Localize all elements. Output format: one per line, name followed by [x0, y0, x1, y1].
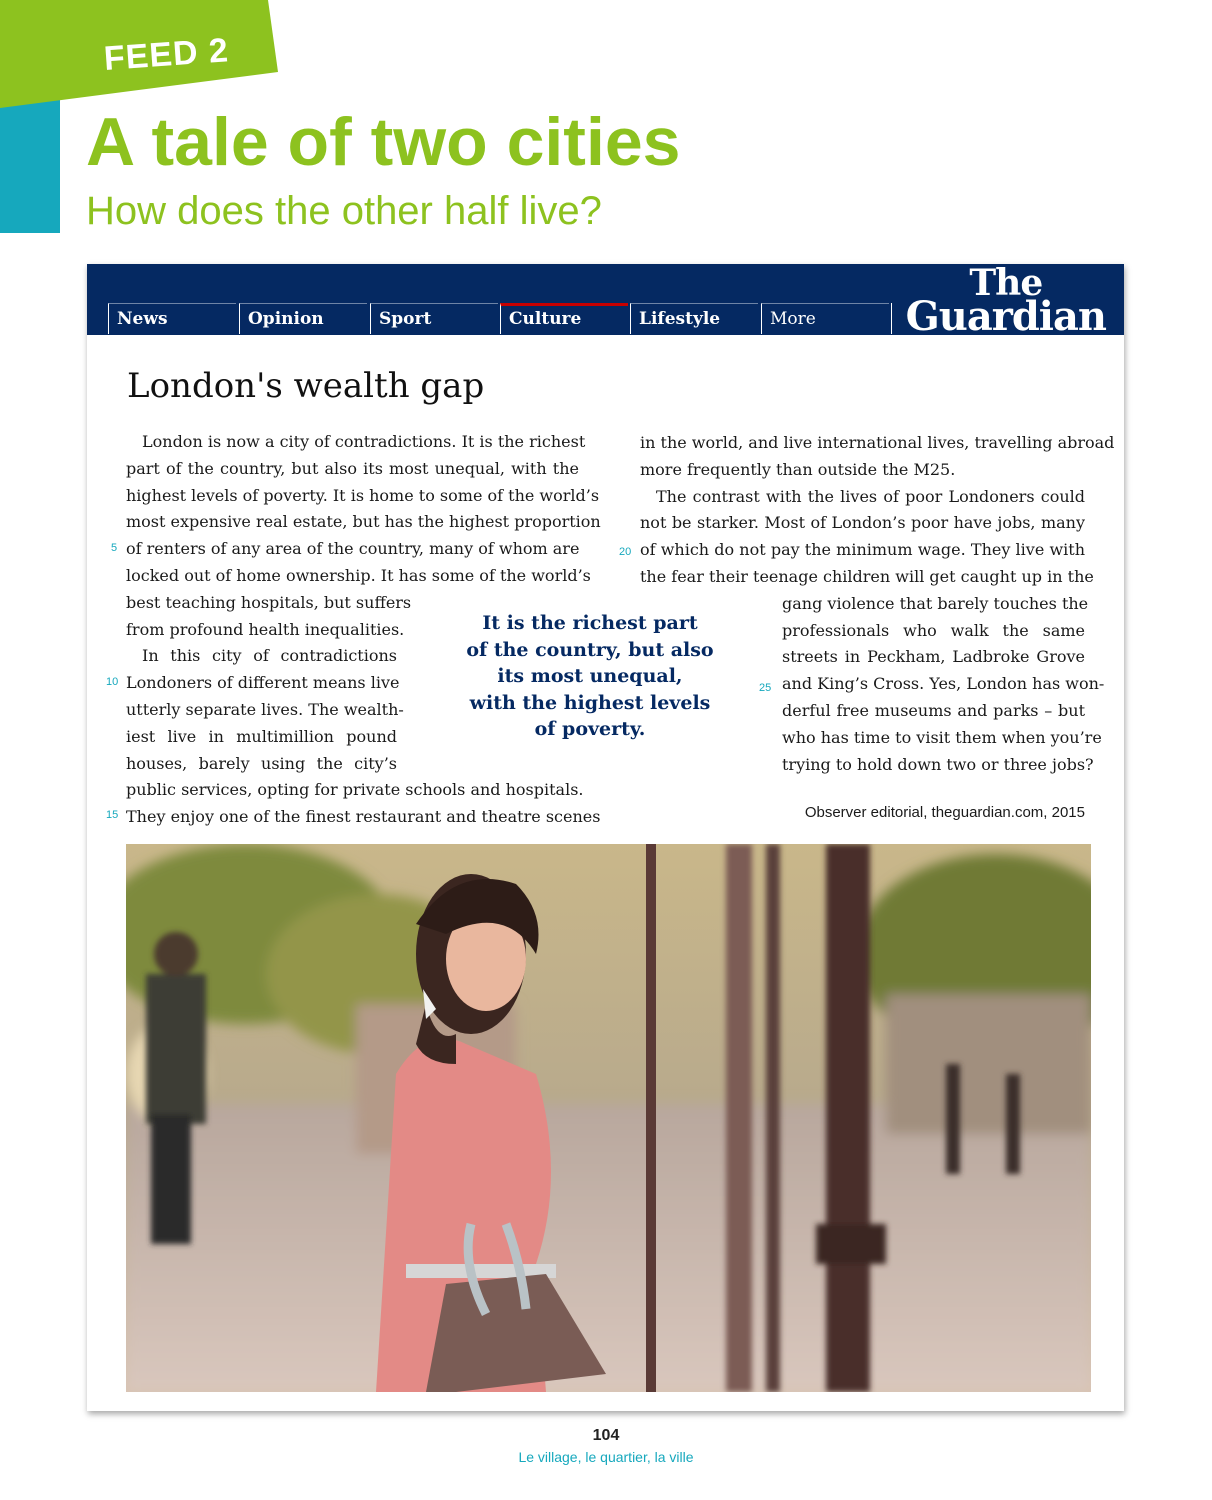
article-card	[87, 264, 1124, 1411]
logo-line-2: Guardian	[905, 293, 1106, 340]
text-line: trying to hold down two or three jobs?	[782, 754, 1094, 774]
logo-line-1: The	[969, 262, 1043, 304]
page-number: 104	[592, 1427, 620, 1444]
pull-quote-line: It is the richest part	[482, 612, 698, 634]
nav-tab-lifestyle[interactable]: Lifestyle	[630, 303, 758, 334]
nav-tab-opinion[interactable]: Opinion	[239, 303, 367, 334]
text-line: Londoners of different means live	[126, 673, 400, 693]
text-line: London is now a city of contradictions. It is the richest	[142, 432, 586, 451]
text-line: best teaching hospitals, but suffers	[126, 592, 412, 612]
text-line: the fear their teenage children will get caught up in the	[640, 566, 1094, 586]
section-title: Le village, le quartier, la ville	[518, 1449, 694, 1465]
nav-divider	[891, 303, 892, 334]
text-line: iest live in multimillion pound	[126, 726, 397, 746]
text-line: In this city of contradictions	[142, 646, 397, 666]
pull-quote	[465, 610, 715, 743]
line-number: 25	[759, 682, 772, 694]
text-line: locked out of home ownership. It has some of the world’s	[126, 565, 591, 585]
text-line: They enjoy one of the finest restaurant and theatre scenes	[126, 807, 601, 827]
text-line: most expensive real estate, but has the highest proportion	[126, 512, 601, 532]
page-subtitle: How does the other half live?	[86, 189, 602, 233]
line-number: 20	[619, 546, 632, 558]
text-line: of renters of any area of the country, many of whom are	[126, 539, 580, 559]
pull-quote-line: its most unequal,	[497, 665, 683, 687]
text-line: and King’s Cross. Yes, London has won-	[782, 674, 1105, 694]
street-photo-illustration	[126, 844, 1091, 1392]
text-line: from profound health inequalities.	[126, 619, 405, 639]
pull-quote-line: with the highest levels	[469, 691, 711, 714]
text-line: in the world, and live international lives, travelling abroad	[640, 433, 1115, 452]
line-number: 5	[111, 542, 118, 554]
nav-tab-more[interactable]: More	[761, 303, 889, 334]
pull-quote-line: of poverty.	[534, 718, 646, 740]
article-photo	[126, 844, 1091, 1392]
teal-accent-block	[0, 95, 60, 233]
text-line: not be starker. Most of London’s poor have jobs, many	[640, 513, 1085, 533]
text-line: houses, barely using the city’s	[126, 753, 397, 773]
text-line: streets in Peckham, Ladbroke Grove	[782, 647, 1085, 667]
nav-tab-culture[interactable]: Culture	[500, 303, 628, 334]
text-line: part of the country, but also its most unequal, with the	[126, 458, 579, 478]
guardian-navbar	[87, 262, 1124, 340]
article-headline: London's wealth gap	[127, 366, 485, 406]
text-line: professionals who walk the same	[782, 620, 1085, 640]
page-title: A tale of two cities	[86, 104, 681, 180]
line-number: 15	[106, 809, 119, 821]
text-line: highest levels of poverty. It is home to some of the world’s	[126, 485, 600, 505]
nav-tab-news[interactable]: News	[108, 303, 236, 334]
feed-label: FEED 2	[102, 31, 231, 78]
article-credit: Observer editorial, theguardian.com, 2015	[804, 804, 1085, 821]
nav-tab-sport[interactable]: Sport	[370, 303, 498, 334]
text-line: utterly separate lives. The wealth-	[126, 699, 404, 719]
text-line: who has time to visit them when you’re	[782, 727, 1102, 747]
text-line: public services, opting for private schools and hospitals.	[126, 780, 584, 800]
line-number: 10	[106, 676, 119, 688]
guardian-logo[interactable]	[905, 262, 1106, 340]
text-line: The contrast with the lives of poor Londoners could	[656, 486, 1085, 506]
text-line: gang violence that barely touches the	[782, 593, 1089, 613]
text-line: more frequently than outside the M25.	[640, 459, 956, 479]
pull-quote-line: of the country, but also	[466, 638, 714, 661]
text-line: derful free museums and parks – but	[782, 700, 1085, 720]
text-line: of which do not pay the minimum wage. They live with	[640, 540, 1085, 560]
